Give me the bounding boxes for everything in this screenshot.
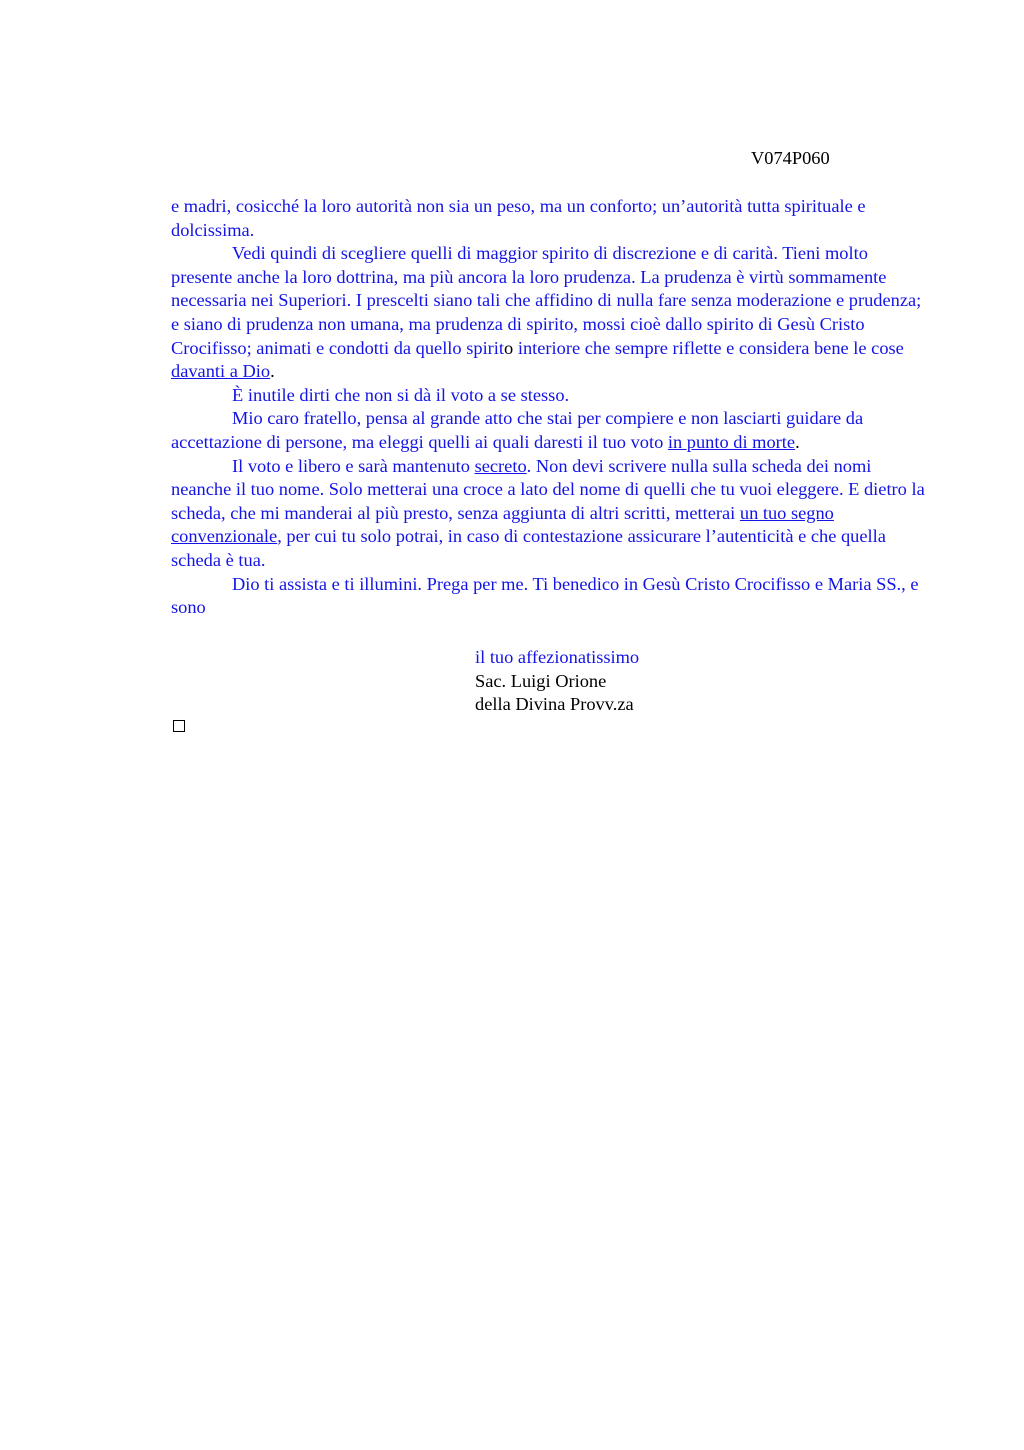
paragraph-5-text-end: , per cui tu solo potrai, in caso di contestazione assicurare l’autenticità e che quella scheda è tua. bbox=[171, 526, 886, 570]
closing-salutation: il tuo affezionatissimo bbox=[475, 647, 640, 667]
page-reference: V074P060 bbox=[751, 148, 830, 168]
paragraph-4 bbox=[171, 407, 931, 454]
signature-name: Sac. Luigi Orione bbox=[475, 670, 607, 691]
paragraph-5 bbox=[171, 455, 931, 573]
paragraph-3-text: È inutile dirti che non si dà il voto a se stesso. bbox=[232, 384, 570, 405]
signature-block bbox=[475, 646, 639, 717]
paragraph-4-period: . bbox=[795, 431, 800, 452]
paragraph-3 bbox=[171, 384, 931, 408]
paragraph-2 bbox=[171, 242, 931, 384]
paragraph-5-text: Il voto e libero e sarà mantenuto bbox=[232, 455, 475, 476]
underlined-in-punto-di-morte: in punto di morte bbox=[667, 431, 796, 452]
underlined-davanti-a-dio: davanti a Dio bbox=[171, 361, 271, 382]
underlined-segno-convenzionale: un tuo segno convenzionale bbox=[171, 502, 834, 547]
underlined-secreto: secreto bbox=[474, 455, 527, 476]
signature-title: della Divina Provv.za bbox=[475, 694, 634, 715]
letter-body bbox=[171, 195, 931, 620]
paragraph-2-text: Vedi quindi di scegliere quelli di maggior spirito di discrezione e di carità. Tieni molto presente anche la loro dottrina, ma più ancora la loro prudenza. La prudenza è virtù sommamente necessaria nei Superiori. I prescelti siano tali che affidino di nulla fare senza moderazione e prudenza; e siano di prudenza non umana, ma prudenza di spirito, mossi cioè dallo spirito di Gesù Cristo Crocifisso; animati e condotti da quello spirit bbox=[171, 243, 922, 358]
paragraph-2-text-cont: interiore che sempre riflette e considera bene le cose bbox=[513, 337, 904, 358]
paragraph-6-text: Dio ti assista e ti illumini. Prega per me. Ti benedico in Gesù Cristo Crocifisso e Maria SS., e sono bbox=[171, 573, 919, 618]
paragraph-6 bbox=[171, 573, 931, 620]
paragraph-2-period: . bbox=[270, 361, 275, 382]
paragraph-2-black-letter: o bbox=[504, 337, 514, 358]
square-marker-icon bbox=[173, 720, 185, 732]
paragraph-1-text: e madri, cosicché la loro autorità non sia un peso, ma un conforto; un’autorità tutta spirituale e dolcissima. bbox=[171, 196, 866, 240]
paragraph-1 bbox=[171, 195, 931, 242]
paragraph-4-text: Mio caro fratello, pensa al grande atto che stai per compiere e non lasciarti guidare da accettazione di persone, ma eleggi quelli ai quali daresti il tuo voto bbox=[171, 408, 864, 452]
paragraph-5-text-cont: . Non devi scrivere nulla sulla scheda dei nomi neanche il tuo nome. Solo metterai una croce a lato del nome di quelli che tu vuoi eleggere. E dietro la scheda, che mi manderai al più presto, senza aggiunta di altri scritti, metterai bbox=[171, 455, 925, 523]
